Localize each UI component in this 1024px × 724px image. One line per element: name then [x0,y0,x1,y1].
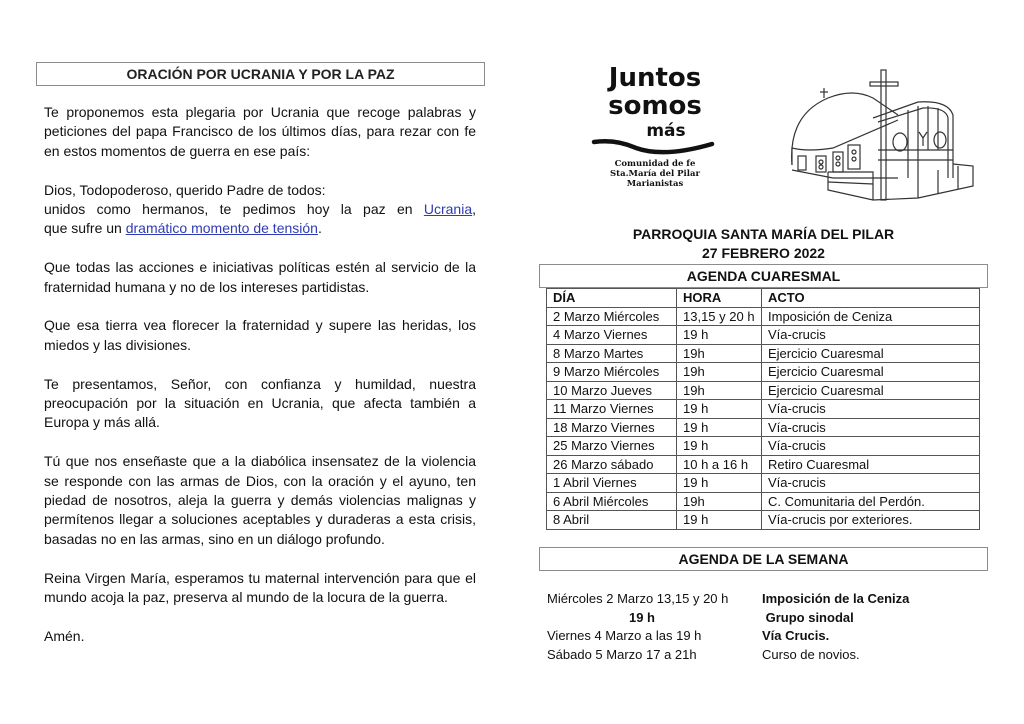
cell-hora: 13,15 y 20 h [677,307,762,326]
invocation-prefix: unidos como hermanos, te pedimos hoy la paz en [44,201,424,218]
table-header-row [547,289,980,308]
cell-hora: 10 h a 16 h [677,455,762,474]
prayer-politics: Que todas las acciones e iniciativas políticas estén al servicio de la fraternidad humana y no de los intereses partidistas. [44,259,476,295]
agenda-rows [547,307,980,529]
table-row [547,418,980,437]
cell-acto: Ejercicio Cuaresmal [762,344,980,363]
cell-dia: 10 Marzo Jueves [547,381,677,400]
cell-acto: Ejercicio Cuaresmal [762,363,980,382]
cell-dia: 11 Marzo Viernes [547,400,677,419]
prayer-invocation-line-3 [44,219,476,238]
cell-dia: 26 Marzo sábado [547,455,677,474]
column-header-acto: ACTO [762,289,980,308]
table-row [547,307,980,326]
logo-sub-3: Marianistas [626,179,684,189]
table-row [547,437,980,456]
logo-smile [594,141,712,152]
week-item-when: Sábado 5 Marzo 17 a 21h [547,646,697,662]
cell-dia: 1 Abril Viernes [547,474,677,493]
prayer-land: Que esa tierra vea florecer la fraternidad y supere las heridas, los miedos y las divisiones. [44,317,476,353]
logo-word-somos: somos [608,91,702,121]
column-header-hora: HORA [677,289,762,308]
table-row [547,511,980,530]
week-item-what: Imposición de la Ceniza [762,591,910,606]
week-item-when: Viernes 4 Marzo a las 19 h [547,628,702,643]
prayer-invocation-line-2 [44,200,476,219]
parish-header [540,225,987,263]
logo-word-juntos: Juntos [608,63,702,93]
cell-dia: 18 Marzo Viernes [547,418,677,437]
cell-dia: 6 Abril Miércoles [547,492,677,511]
prayer-title: ORACIÓN POR UCRANIA Y POR LA PAZ [36,62,485,86]
cell-dia: 2 Marzo Miércoles [547,307,677,326]
week-item [547,609,987,628]
parish-name: PARROQUIA SANTA MARÍA DEL PILAR [632,226,895,242]
cell-hora: 19h [677,492,762,511]
juntos-somos-mas-logo [560,62,750,190]
week-item-what: Grupo sinodal [762,609,854,625]
cell-hora: 19h [677,344,762,363]
cell-hora: 19 h [677,418,762,437]
prayer-intro: Te proponemos esta plegaria por Ucrania que recoge palabras y peticiones del papa Francisco de los últimos días, para rezar con fe en estos momentos de guerra en ese país: [44,104,476,159]
cell-dia: 9 Marzo Miércoles [547,363,677,382]
cell-hora: 19h [677,363,762,382]
cell-dia: 8 Marzo Martes [547,344,677,363]
invocation-suffix: , [472,201,476,218]
prayer-violence: Tú que nos enseñaste que a la diabólica insensatez de la violencia se responde con las armas de Dios, con la oración y el ayuno, ten piedad de nosotros, aleja la guerra y demás violencias malignas y permítenos llegar a soluciones aceptables y duraderas a esta crisis, basadas no en las armas, sino en un diálogo profundo. [44,453,476,547]
prayer-present: Te presentamos, Señor, con confianza y humildad, nuestra preocupación por la situación en Ucrania, que afecta también a Europa y más allá. [44,375,476,431]
table-row [547,474,980,493]
cell-acto: Vía-crucis [762,474,980,493]
agenda-cuaresmal-title: AGENDA CUARESMAL [539,264,988,288]
cell-acto: C. Comunitaria del Perdón. [762,492,980,511]
week-item [547,627,987,646]
cell-hora: 19 h [677,437,762,456]
cell-hora: 19h [677,381,762,400]
agenda-cuaresmal-table [546,288,980,530]
logo-sub-2: Sta.María del Pilar [610,169,700,179]
cell-dia: 8 Abril [547,511,677,530]
cell-acto: Vía-crucis por exteriores. [762,511,980,530]
logo-word-mas: más [646,121,686,141]
table-row [547,363,980,382]
invocation-line3-prefix: que sufre un [44,220,126,237]
table-row [547,381,980,400]
week-item [547,590,987,609]
cell-dia: 4 Marzo Viernes [547,326,677,345]
cell-acto: Retiro Cuaresmal [762,455,980,474]
agenda-semana-list [547,590,987,664]
cell-acto: Ejercicio Cuaresmal [762,381,980,400]
invocation-line3-suffix: . [317,220,322,237]
table-row [547,326,980,345]
agenda-semana-title: AGENDA DE LA SEMANA [539,547,988,571]
cell-hora: 19 h [677,474,762,493]
prayer-body [44,103,476,666]
cell-hora: 19 h [677,511,762,530]
prayer-invocation-line-1: Dios, Todopoderoso, querido Padre de todos: [44,181,326,198]
cell-acto: Vía-crucis [762,326,980,345]
week-item-what: Vía Crucis. [762,628,830,643]
cell-hora: 19 h [677,326,762,345]
prayer-amen: Amén. [44,627,85,644]
week-item [547,646,987,665]
cell-acto: Vía-crucis [762,400,980,419]
week-item-what: Curso de novios. [762,646,860,662]
table-row [547,344,980,363]
week-item-when: 19 h [628,609,655,625]
logo-sub-1: Comunidad de fe [614,159,696,169]
link-ucrania[interactable]: Ucrania [423,201,473,218]
cell-dia: 25 Marzo Viernes [547,437,677,456]
link-tension[interactable]: dramático momento de tensión [125,220,318,237]
column-header-dia: DÍA [547,289,677,308]
table-row [547,400,980,419]
table-row [547,455,980,474]
cell-acto: Vía-crucis [762,437,980,456]
prayer-mary: Reina Virgen María, esperamos tu maternal intervención para que el mundo acoja la paz, preserva al mundo de la locura de la guerra. [44,569,476,606]
church-illustration [778,60,978,208]
table-row [547,492,980,511]
cell-acto: Imposición de Ceniza [762,307,980,326]
cell-hora: 19 h [677,400,762,419]
cell-acto: Vía-crucis [762,418,980,437]
week-item-when: Miércoles 2 Marzo 13,15 y 20 h [547,591,729,606]
bulletin-date: 27 FEBRERO 2022 [702,245,825,261]
